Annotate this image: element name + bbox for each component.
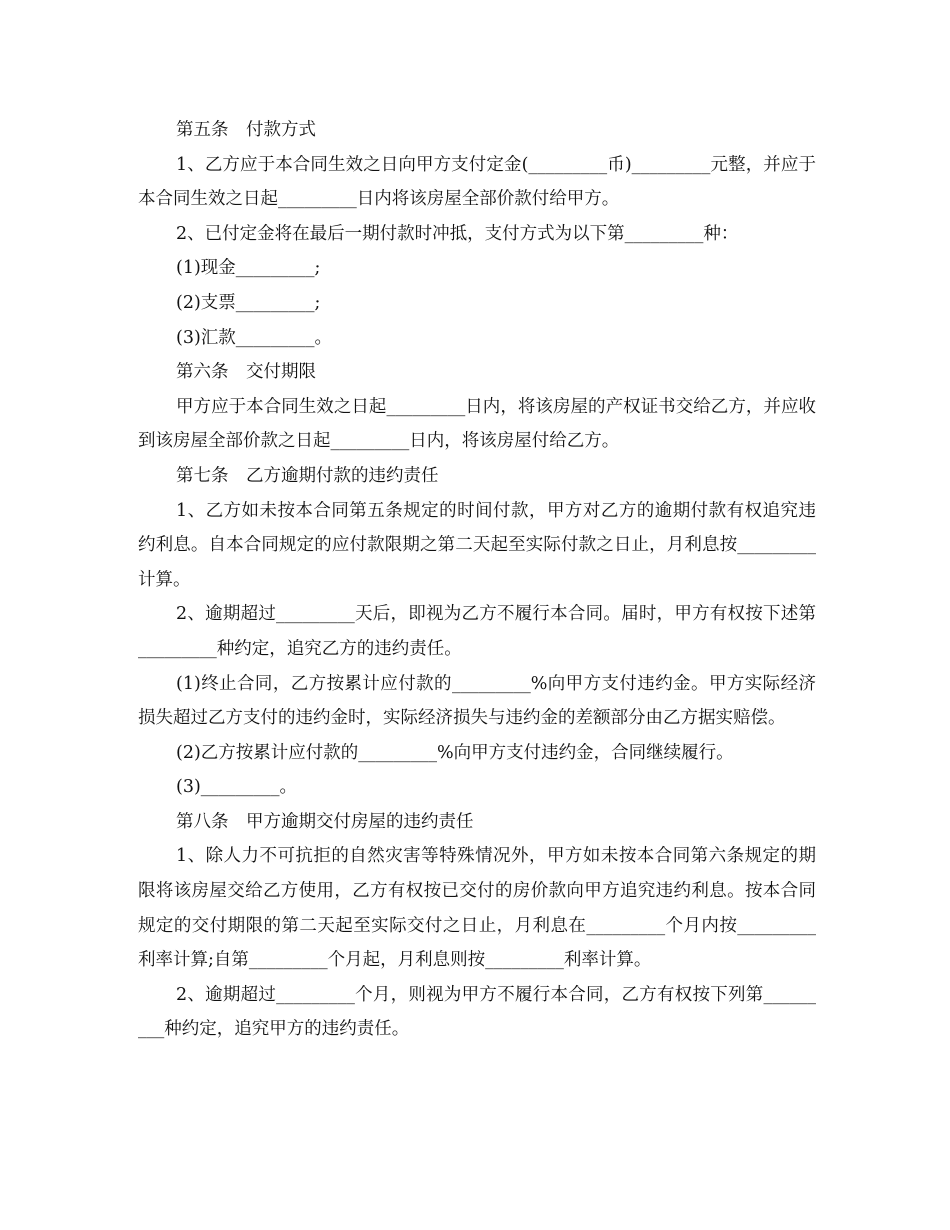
article-8-heading: 第八条 甲方逾期交付房屋的违约责任	[176, 811, 474, 832]
article-7-heading: 第七条 乙方逾期付款的违约责任	[176, 465, 439, 486]
article-5-clause-2: 2、已付定金将在最后一期付款时冲抵，支付方式为以下第_________种：	[176, 223, 739, 244]
article-5-heading: 第五条 付款方式	[176, 120, 316, 140]
article-8-clause-2: 2、逾期超过_________个月，则视为甲方不履行本合同，乙方有权按下列第_________种约定，追究甲方的违约责任。	[138, 984, 816, 1040]
article-8-clause-1: 1、除人力不可抗拒的自然灾害等特殊情况外，甲方如未按本合同第六条规定的期限将该房屋交给乙方使用，乙方有权按已交付的房价款向甲方追究违约利息。按本合同规定的交付期限的第二天起至实际交付之日止，月利息在_________个月内按_________利率计算;自第_________个月起，月利息则按_________利率计算。	[138, 846, 816, 971]
article-7-option-1: (1)终止合同，乙方按累计应付款的_________%向甲方支付违约金。甲方实际经济损失超过乙方支付的违约金时，实际经济损失与违约金的差额部分由乙方据实赔偿。	[138, 673, 816, 729]
article-7-clause-2: 2、逾期超过_________天后，即视为乙方不履行本合同。届时，甲方有权按下述第_________种约定，追究乙方的违约责任。	[138, 604, 816, 659]
article-6-heading: 第六条 交付期限	[176, 362, 316, 383]
payment-option-check: (2)支票_________;	[176, 292, 321, 313]
article-5-clause-1: 1、乙方应于本合同生效之日向甲方支付定金(_________币)_________元整，并应于本合同生效之日起_________日内将该房屋全部价款付给甲方。	[138, 154, 816, 210]
article-6-body: 甲方应于本合同生效之日起_________日内，将该房屋的产权证书交给乙方，并应收到该房屋全部价款之日起_________日内，将该房屋付给乙方。	[138, 396, 816, 452]
article-7-option-3: (3)_________。	[176, 777, 298, 798]
article-7-option-2: (2)乙方按累计应付款的_________%向甲方支付违约金，合同继续履行。	[176, 742, 734, 763]
article-7-clause-1: 1、乙方如未按本合同第五条规定的时间付款，甲方对乙方的逾期付款有权追究违约利息。自本合同规定的应付款限期之第二天起至实际付款之日止，月利息按_________计算。	[138, 500, 816, 590]
document-body	[138, 113, 816, 1047]
payment-option-remittance: (3)汇款_________。	[176, 327, 333, 348]
payment-option-cash: (1)现金_________;	[176, 258, 321, 279]
